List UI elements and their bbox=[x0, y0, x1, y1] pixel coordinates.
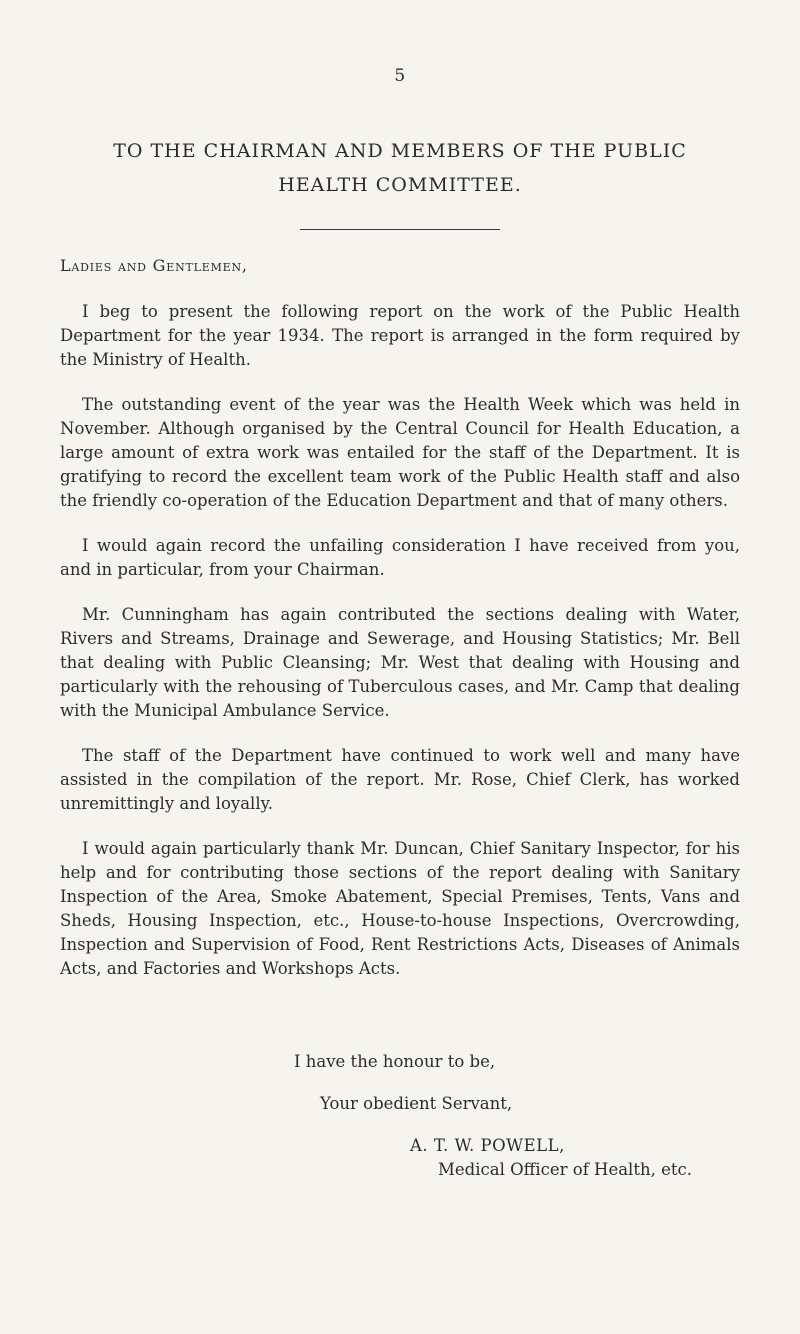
paragraph-consideration: I would again record the unfailing consideration I have received from you, and in particular, from your Chairman. bbox=[60, 536, 740, 579]
heading-divider bbox=[300, 229, 500, 230]
signature-name-text: A. T. W. POWELL, bbox=[410, 1136, 565, 1155]
paragraph-contributors: Mr. Cunningham has again contributed the sections dealing with Water, Rivers and Streams, Drainage and Sewerage, and Housing Statistics; Mr. Bell that dealing with Public Cleansing; Mr. West that dealing with Housing and particularly with the rehousing of Tuberculous cases, and Mr. Camp that dealing with the Municipal Ambulance Service. bbox=[60, 605, 740, 720]
page-number: 5 bbox=[394, 66, 406, 86]
letter-body bbox=[60, 300, 740, 1002]
report-heading bbox=[60, 134, 740, 202]
paragraph-report-intro: I beg to present the following report on the work of the Public Health Department for the year 1934. The report is arranged in the form required by the Ministry of Health. bbox=[60, 302, 740, 369]
salutation: Ladies and Gentlemen, bbox=[60, 256, 248, 275]
signature-title-text: Medical Officer of Health, etc. bbox=[438, 1160, 692, 1179]
paragraph-health-week: The outstanding event of the year was the Health Week which was held in November. Although organised by the Central Council for Health Education, a large amount of extra work was entailed for the staff of the Department. It is gratifying to record the excellent team work of the Public Health staff and also the friendly co-operation of the Education Department and that of many others. bbox=[60, 395, 740, 510]
closing-honour-text: I have the honour to be, bbox=[294, 1052, 496, 1071]
paragraph-thanks: I would again particularly thank Mr. Duncan, Chief Sanitary Inspector, for his help and for contributing those sections of the report dealing with Sanitary Inspection of the Area, Smoke Abatement, Special Premises, Tents, Vans and Sheds, Housing Inspection, etc., House-to-house Inspections, Overcrowding, Inspection and Supervision of Food, Rent Restrictions Acts, Diseases of Animals Acts, and Factories and Workshops Acts. bbox=[60, 839, 740, 978]
paragraph-staff: The staff of the Department have continued to work well and many have assisted in the compilation of the report. Mr. Rose, Chief Clerk, has worked unremittingly and loyally. bbox=[60, 746, 740, 813]
heading-line-2: HEALTH COMMITTEE. bbox=[278, 174, 522, 196]
closing-servant-text: Your obedient Servant, bbox=[320, 1094, 513, 1113]
heading-line-1: TO THE CHAIRMAN AND MEMBERS OF THE PUBLIC bbox=[113, 140, 687, 162]
